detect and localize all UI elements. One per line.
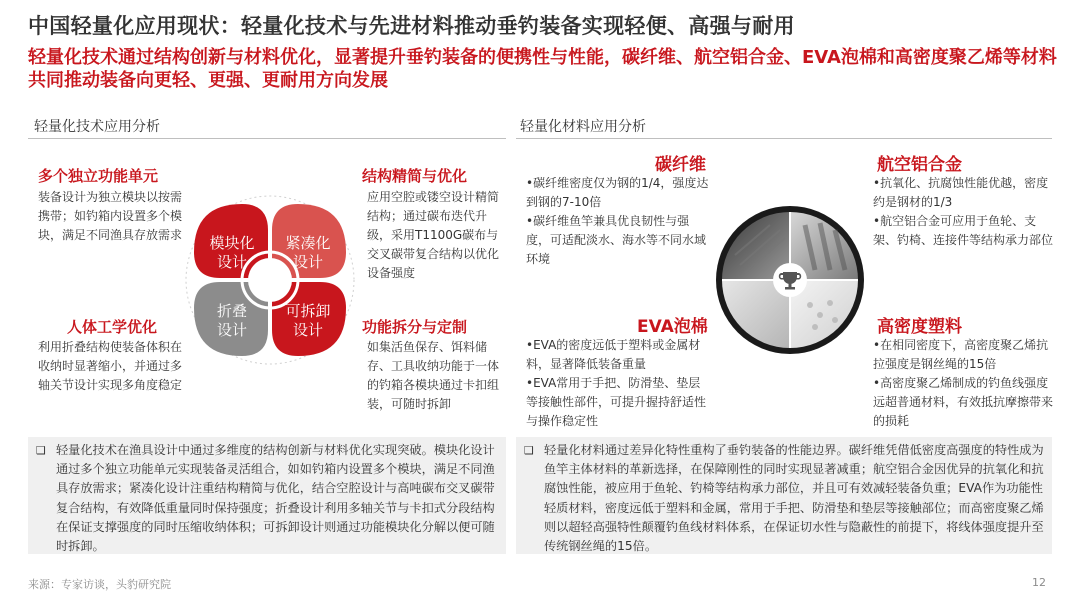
- material-text-carbon: [526, 174, 712, 269]
- material-bullet: •EVA常用于手把、防滑垫、垫层等接触性部件，可提升握持舒适性与操作稳定性: [526, 376, 707, 428]
- summary-bullet-icon: ❑: [524, 444, 534, 457]
- material-text-hdpe: [873, 336, 1059, 431]
- material-name-hdpe: 高密度塑料: [877, 317, 962, 337]
- petal-label-folding-2: 设计: [216, 321, 248, 339]
- material-name-eva: EVA泡棉: [637, 317, 708, 337]
- petal-label-compact-1: 紧凑化: [285, 234, 331, 252]
- petal-center: [248, 258, 292, 302]
- material-name-carbon: 碳纤维: [655, 155, 706, 175]
- left-summary-text: 轻量化技术在渔具设计中通过多维度的结构创新与材料优化实现突破。模块化设计通过多个独立功能单元实现装备灵活组合，如如钓箱内设置多个模块，满足不同渔具存放需求；紧凑化设计注重结构精简与优化，结合空腔设计与高吨碳布交叉碳带复合结构，有效降低重量同时保持强度；折叠设计利用多轴关节与卡扣式分段结构在保证支撑强度的同时压缩收纳体积；可拆卸设计则通过功能模块化分解以便可随时拆卸。: [56, 443, 495, 554]
- page-number: 12: [1032, 576, 1046, 589]
- material-text-eva: [526, 336, 712, 431]
- material-text-aluminum: [873, 174, 1059, 250]
- source-note: 来源：专家访谈，头豹研究院: [28, 578, 171, 591]
- material-bullet: •碳纤维鱼竿兼具优良韧性与强度，可适配淡水、海水等不同水域环境: [526, 214, 707, 266]
- material-bullet: •在相同密度下，高密度聚乙烯抗拉强度是钢丝绳的15倍: [873, 338, 1049, 371]
- material-bullet: •EVA的密度远低于塑料或金属材料，显著降低装备重量: [526, 338, 701, 371]
- design-petal-diagram: [180, 190, 360, 370]
- petal-label-detachable-2: 设计: [292, 321, 324, 339]
- technique-heading-ergonomics: 人体工学优化: [67, 318, 158, 336]
- petal-label-detachable-1: 可拆卸: [285, 302, 331, 320]
- technique-text-modules: 装备设计为独立模块以按需携带；如钓箱内设置多个模块，满足不同渔具存放需求: [38, 190, 183, 242]
- left-section-title: 轻量化技术应用分析: [34, 119, 160, 135]
- page-title: 中国轻量化应用现状：轻量化技术与先进材料推动垂钓装备实现轻便、高强与耐用: [28, 14, 795, 38]
- technique-text-ergonomics: 利用折叠结构使装备体积在收纳时显著缩小，并通过多轴关节设计实现多角度稳定: [38, 340, 183, 392]
- right-summary-text: 轻量化材料通过差异化特性重构了垂钓装备的性能边界。碳纤维凭借低密度高强度的特性成为鱼竿主体材料的革新选择，在保障刚性的同时实现显著减重；航空铝合金因优异的抗氧化和抗腐蚀性能，被应用于鱼轮、钓椅等结构承力部位，并且可有效减轻装备负重；EVA作为功能性轻质材料，密度远低于塑料和金属，常用于手把、防滑垫和垫层等接触部位；而高密度聚乙烯则以超轻高强特性颠覆钓鱼线材料体系，在保证切水性与隐蔽性的前提下，将线体强度提升至传统钢丝绳的15倍。: [544, 443, 1044, 554]
- technique-heading-structure: 结构精简与优化: [362, 167, 468, 185]
- technique-text-split: 如集活鱼保存、饵料储存、工具收纳功能于一体的钓箱各模块通过卡扣组装，可随时拆卸: [367, 340, 500, 411]
- material-bullet: •抗氧化、抗腐蚀性能优越，密度约是钢材的1/3: [873, 176, 1049, 209]
- technique-text-structure: 应用空腔或镂空设计精简结构；通过碳布迭代升级，采用T1100G碳布与交叉碳带复合结构以优化设备强度: [367, 190, 500, 280]
- left-section-divider: [28, 138, 506, 139]
- right-section-divider: [516, 138, 1052, 139]
- summary-bullet-icon: ❑: [36, 444, 46, 457]
- technique-heading-modules: 多个独立功能单元: [38, 167, 159, 185]
- petal-label-modular-1: 模块化: [209, 234, 255, 252]
- petal-label-modular-2: 设计: [216, 253, 248, 271]
- material-bullet: •航空铝合金可应用于鱼轮、支架、钓椅、连接件等结构承力部位: [873, 214, 1054, 247]
- technique-heading-split: 功能拆分与定制: [362, 318, 468, 336]
- materials-photo-circle: [715, 205, 865, 355]
- page-subtitle: 轻量化技术通过结构创新与材料优化，显著提升垂钓装备的便携性与性能，碳纤维、航空铝合金、EVA泡棉和高密度聚乙烯等材料共同推动装备向更轻、更强、更耐用方向发展: [28, 47, 1057, 91]
- material-bullet: •高密度聚乙烯制成的钓鱼线强度远超普通材料，有效抵抗摩擦带来的损耗: [873, 376, 1054, 428]
- petal-label-folding-1: 折叠: [216, 302, 248, 320]
- right-section-title: 轻量化材料应用分析: [520, 119, 646, 135]
- material-bullet: •碳纤维密度仅为钢的1/4，强度达到钢的7-10倍: [526, 176, 709, 209]
- material-name-aluminum: 航空铝合金: [877, 155, 962, 175]
- petal-label-compact-2: 设计: [292, 253, 324, 271]
